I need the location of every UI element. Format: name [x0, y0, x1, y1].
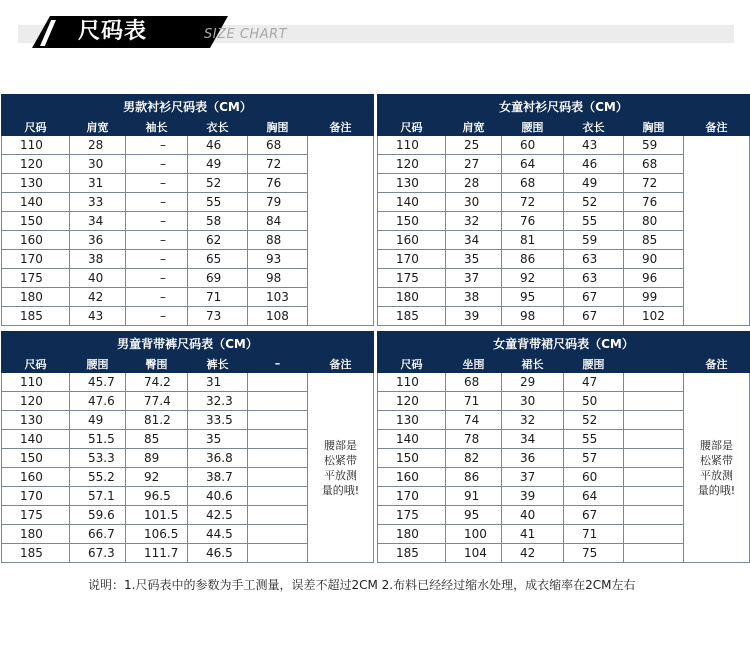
measurement-cell: 76 — [624, 193, 684, 212]
measurement-cell: 39 — [446, 307, 502, 326]
girls-shirt-size-table — [377, 94, 749, 326]
size-cell: 150 — [378, 449, 446, 468]
measurement-cell — [624, 449, 684, 468]
measurement-cell: 52 — [188, 174, 248, 193]
column-header: 衣长 — [564, 118, 624, 136]
measurement-cell: 63 — [564, 269, 624, 288]
size-cell: 180 — [378, 288, 446, 307]
measurement-cell: 25 — [446, 136, 502, 155]
size-cell: 160 — [2, 231, 70, 250]
measurement-cell: 52 — [564, 411, 624, 430]
measurement-cell: – — [126, 288, 188, 307]
measurement-cell: 76 — [248, 174, 308, 193]
measurement-cell: 29 — [502, 373, 564, 392]
measurement-cell: 47 — [564, 373, 624, 392]
measurement-cell: 42.5 — [188, 506, 248, 525]
table-title: 男款衬衫尺码表（CM） — [2, 95, 374, 118]
size-cell: 150 — [378, 212, 446, 231]
size-cell: 180 — [2, 288, 70, 307]
size-cell: 170 — [378, 487, 446, 506]
measurement-cell: 43 — [70, 307, 126, 326]
measurement-cell: 36 — [502, 449, 564, 468]
measurement-cell — [248, 411, 308, 430]
column-header: 尺码 — [2, 355, 70, 373]
measurement-cell: 71 — [564, 525, 624, 544]
table-title: 女童衬衫尺码表（CM） — [378, 95, 750, 118]
measurement-cell: 57.1 — [70, 487, 126, 506]
measurement-cell: 46 — [188, 136, 248, 155]
measurement-cell: 40 — [502, 506, 564, 525]
measurement-cell: 33 — [70, 193, 126, 212]
size-cell: 160 — [2, 468, 70, 487]
measurement-cell: 75 — [564, 544, 624, 563]
measurement-cell: 100 — [446, 525, 502, 544]
measurement-cell: 30 — [70, 155, 126, 174]
measurement-cell: 32.3 — [188, 392, 248, 411]
measurement-cell: 46 — [564, 155, 624, 174]
measurement-cell: 53.3 — [70, 449, 126, 468]
remark-cell — [684, 136, 750, 326]
measurement-cell: 86 — [502, 250, 564, 269]
measurement-cell: 88 — [248, 231, 308, 250]
measurement-cell: 36 — [70, 231, 126, 250]
column-header: 肩宽 — [446, 118, 502, 136]
measurement-cell: 30 — [446, 193, 502, 212]
measurement-cell: 77.4 — [126, 392, 188, 411]
measurement-cell: 49 — [70, 411, 126, 430]
measurement-cell: 73 — [188, 307, 248, 326]
measurement-cell: 55 — [188, 193, 248, 212]
measurement-cell: 92 — [502, 269, 564, 288]
column-header: – — [248, 355, 308, 373]
size-cell: 130 — [2, 411, 70, 430]
measurement-cell: 31 — [188, 373, 248, 392]
boys-overalls-size-table — [1, 331, 373, 563]
size-cell: 110 — [378, 373, 446, 392]
size-cell: 140 — [2, 193, 70, 212]
measurement-cell: 40 — [70, 269, 126, 288]
measurement-cell: 60 — [502, 136, 564, 155]
measurement-cell: 108 — [248, 307, 308, 326]
size-cell: 120 — [378, 155, 446, 174]
measurement-cell: 55 — [564, 430, 624, 449]
column-header: 胸围 — [248, 118, 308, 136]
remark-cell — [308, 136, 374, 326]
table-title: 男童背带裤尺码表（CM） — [2, 332, 374, 355]
size-cell: 170 — [378, 250, 446, 269]
size-cell: 185 — [378, 544, 446, 563]
size-cell: 160 — [378, 231, 446, 250]
measurement-cell: 30 — [502, 392, 564, 411]
size-cell: 130 — [2, 174, 70, 193]
measurement-cell: 31 — [70, 174, 126, 193]
measurement-cell: 42 — [502, 544, 564, 563]
measurement-cell: – — [126, 269, 188, 288]
measurement-cell: 102 — [624, 307, 684, 326]
measurement-cell: 68 — [446, 373, 502, 392]
measurement-cell: – — [126, 174, 188, 193]
measurement-cell: 40.6 — [188, 487, 248, 506]
measurement-cell: 68 — [624, 155, 684, 174]
banner-subtitle: SIZE CHART — [204, 27, 288, 42]
measurement-cell: 91 — [446, 487, 502, 506]
measurement-cell: 59 — [564, 231, 624, 250]
remark-text: 腰部是松紧带平放测量的哦! — [697, 438, 736, 497]
size-cell: 150 — [2, 449, 70, 468]
measurement-cell: 39 — [502, 487, 564, 506]
measurement-cell: 64 — [502, 155, 564, 174]
footnote: 说明：1.尺码表中的参数为手工测量，误差不超过2CM 2.布料已经经过缩水处理，成衣缩率在2CM左右 — [88, 578, 636, 592]
measurement-cell: 95 — [446, 506, 502, 525]
column-header: 备注 — [308, 355, 374, 373]
size-cell: 185 — [378, 307, 446, 326]
measurement-cell: 69 — [188, 269, 248, 288]
measurement-cell: 46.5 — [188, 544, 248, 563]
measurement-cell: 78 — [446, 430, 502, 449]
measurement-cell — [624, 373, 684, 392]
measurement-cell: 45.7 — [70, 373, 126, 392]
measurement-cell — [248, 392, 308, 411]
measurement-cell: 67 — [564, 288, 624, 307]
column-header: 裤长 — [188, 355, 248, 373]
table-row — [2, 136, 374, 155]
column-header: 腰围 — [564, 355, 624, 373]
measurement-cell: 89 — [126, 449, 188, 468]
measurement-cell: 85 — [126, 430, 188, 449]
measurement-cell: 34 — [70, 212, 126, 231]
measurement-cell: 34 — [502, 430, 564, 449]
measurement-cell: – — [126, 250, 188, 269]
measurement-cell — [624, 506, 684, 525]
measurement-cell: 84 — [248, 212, 308, 231]
measurement-cell: 101.5 — [126, 506, 188, 525]
size-cell: 140 — [378, 193, 446, 212]
measurement-cell: 35 — [188, 430, 248, 449]
column-header: 坐围 — [446, 355, 502, 373]
measurement-cell: 51.5 — [70, 430, 126, 449]
column-header: 腰围 — [70, 355, 126, 373]
column-header: 裙长 — [502, 355, 564, 373]
measurement-cell: 82 — [446, 449, 502, 468]
size-cell: 140 — [378, 430, 446, 449]
measurement-cell: 86 — [446, 468, 502, 487]
measurement-cell: 32 — [446, 212, 502, 231]
size-cell: 140 — [2, 430, 70, 449]
column-header: 腰围 — [502, 118, 564, 136]
measurement-cell: 72 — [502, 193, 564, 212]
column-header: 尺码 — [378, 355, 446, 373]
size-cell: 170 — [2, 250, 70, 269]
measurement-cell: 71 — [188, 288, 248, 307]
measurement-cell: 66.7 — [70, 525, 126, 544]
measurement-cell: 95 — [502, 288, 564, 307]
measurement-cell: 103 — [248, 288, 308, 307]
measurement-cell: 74 — [446, 411, 502, 430]
measurement-cell: – — [126, 155, 188, 174]
measurement-cell: 49 — [188, 155, 248, 174]
measurement-cell: – — [126, 307, 188, 326]
column-header — [624, 355, 684, 373]
measurement-cell: 81 — [502, 231, 564, 250]
table-row — [378, 136, 750, 155]
measurement-cell — [248, 544, 308, 563]
measurement-cell: 68 — [502, 174, 564, 193]
column-header: 袖长 — [126, 118, 188, 136]
column-header: 衣长 — [188, 118, 248, 136]
measurement-cell: 37 — [446, 269, 502, 288]
measurement-cell: 38 — [446, 288, 502, 307]
mens-shirt-size-table — [1, 94, 373, 326]
measurement-cell: 76 — [502, 212, 564, 231]
measurement-cell: – — [126, 231, 188, 250]
measurement-cell: 35 — [446, 250, 502, 269]
measurement-cell: – — [126, 193, 188, 212]
measurement-cell: 33.5 — [188, 411, 248, 430]
measurement-cell — [248, 506, 308, 525]
measurement-cell: 44.5 — [188, 525, 248, 544]
measurement-cell: 64 — [564, 487, 624, 506]
measurement-cell: 71 — [446, 392, 502, 411]
remark-cell — [308, 373, 374, 563]
size-cell: 130 — [378, 411, 446, 430]
size-cell: 175 — [2, 506, 70, 525]
size-cell: 120 — [2, 392, 70, 411]
measurement-cell: 67 — [564, 307, 624, 326]
size-cell: 120 — [378, 392, 446, 411]
measurement-cell: 85 — [624, 231, 684, 250]
measurement-cell: 38 — [70, 250, 126, 269]
measurement-cell: 106.5 — [126, 525, 188, 544]
size-cell: 180 — [378, 525, 446, 544]
girls-pinafore-size-table — [377, 331, 749, 563]
measurement-cell — [624, 430, 684, 449]
measurement-cell: 55 — [564, 212, 624, 231]
measurement-cell: – — [126, 136, 188, 155]
table-row — [378, 373, 750, 392]
measurement-cell: 59 — [624, 136, 684, 155]
measurement-cell: 34 — [446, 231, 502, 250]
measurement-cell: 98 — [248, 269, 308, 288]
column-header: 尺码 — [378, 118, 446, 136]
measurement-cell: 74.2 — [126, 373, 188, 392]
size-cell: 130 — [378, 174, 446, 193]
measurement-cell: 49 — [564, 174, 624, 193]
size-cell: 110 — [2, 136, 70, 155]
measurement-cell: 28 — [446, 174, 502, 193]
measurement-cell — [624, 544, 684, 563]
measurement-cell: 60 — [564, 468, 624, 487]
measurement-cell: 68 — [248, 136, 308, 155]
measurement-cell — [248, 430, 308, 449]
measurement-cell: 55.2 — [70, 468, 126, 487]
measurement-cell: 98 — [502, 307, 564, 326]
measurement-cell: 28 — [70, 136, 126, 155]
measurement-cell: 58 — [188, 212, 248, 231]
size-cell: 175 — [2, 269, 70, 288]
measurement-cell — [248, 487, 308, 506]
measurement-cell: 90 — [624, 250, 684, 269]
measurement-cell: 111.7 — [126, 544, 188, 563]
measurement-cell — [248, 449, 308, 468]
remark-text: 腰部是松紧带平放测量的哦! — [321, 438, 360, 497]
measurement-cell: 59.6 — [70, 506, 126, 525]
measurement-cell: 80 — [624, 212, 684, 231]
column-header: 备注 — [684, 118, 750, 136]
measurement-cell — [248, 468, 308, 487]
measurement-cell: 52 — [564, 193, 624, 212]
remark-cell — [684, 373, 750, 563]
table-title: 女童背带裙尺码表（CM） — [378, 332, 750, 355]
measurement-cell: 57 — [564, 449, 624, 468]
measurement-cell: 67.3 — [70, 544, 126, 563]
size-cell: 110 — [378, 136, 446, 155]
size-cell: 120 — [2, 155, 70, 174]
column-header: 臀围 — [126, 355, 188, 373]
measurement-cell: 42 — [70, 288, 126, 307]
size-cell: 185 — [2, 544, 70, 563]
column-header: 肩宽 — [70, 118, 126, 136]
banner-title: 尺码表 — [78, 19, 148, 44]
measurement-cell: 72 — [624, 174, 684, 193]
size-cell: 110 — [2, 373, 70, 392]
measurement-cell — [624, 525, 684, 544]
size-cell: 175 — [378, 506, 446, 525]
size-cell: 160 — [378, 468, 446, 487]
size-cell: 170 — [2, 487, 70, 506]
measurement-cell: 50 — [564, 392, 624, 411]
measurement-cell: 67 — [564, 506, 624, 525]
measurement-cell — [624, 392, 684, 411]
measurement-cell: 96 — [624, 269, 684, 288]
column-header: 尺码 — [2, 118, 70, 136]
measurement-cell: 96.5 — [126, 487, 188, 506]
measurement-cell — [248, 373, 308, 392]
size-cell: 150 — [2, 212, 70, 231]
measurement-cell — [624, 468, 684, 487]
size-cell: 185 — [2, 307, 70, 326]
measurement-cell: 99 — [624, 288, 684, 307]
measurement-cell: 27 — [446, 155, 502, 174]
measurement-cell: 62 — [188, 231, 248, 250]
measurement-cell: 36.8 — [188, 449, 248, 468]
measurement-cell: 65 — [188, 250, 248, 269]
size-cell: 180 — [2, 525, 70, 544]
measurement-cell: 38.7 — [188, 468, 248, 487]
measurement-cell — [248, 525, 308, 544]
measurement-cell: 92 — [126, 468, 188, 487]
column-header: 胸围 — [624, 118, 684, 136]
measurement-cell: 104 — [446, 544, 502, 563]
measurement-cell: 81.2 — [126, 411, 188, 430]
measurement-cell: 63 — [564, 250, 624, 269]
table-row — [2, 373, 374, 392]
column-header: 备注 — [308, 118, 374, 136]
measurement-cell: 72 — [248, 155, 308, 174]
column-header: 备注 — [684, 355, 750, 373]
measurement-cell: 41 — [502, 525, 564, 544]
measurement-cell — [624, 411, 684, 430]
measurement-cell — [624, 487, 684, 506]
measurement-cell: 43 — [564, 136, 624, 155]
measurement-cell: 93 — [248, 250, 308, 269]
measurement-cell: – — [126, 212, 188, 231]
measurement-cell: 32 — [502, 411, 564, 430]
size-chart-banner — [18, 16, 734, 48]
size-cell: 175 — [378, 269, 446, 288]
measurement-cell: 47.6 — [70, 392, 126, 411]
measurement-cell: 79 — [248, 193, 308, 212]
measurement-cell: 37 — [502, 468, 564, 487]
